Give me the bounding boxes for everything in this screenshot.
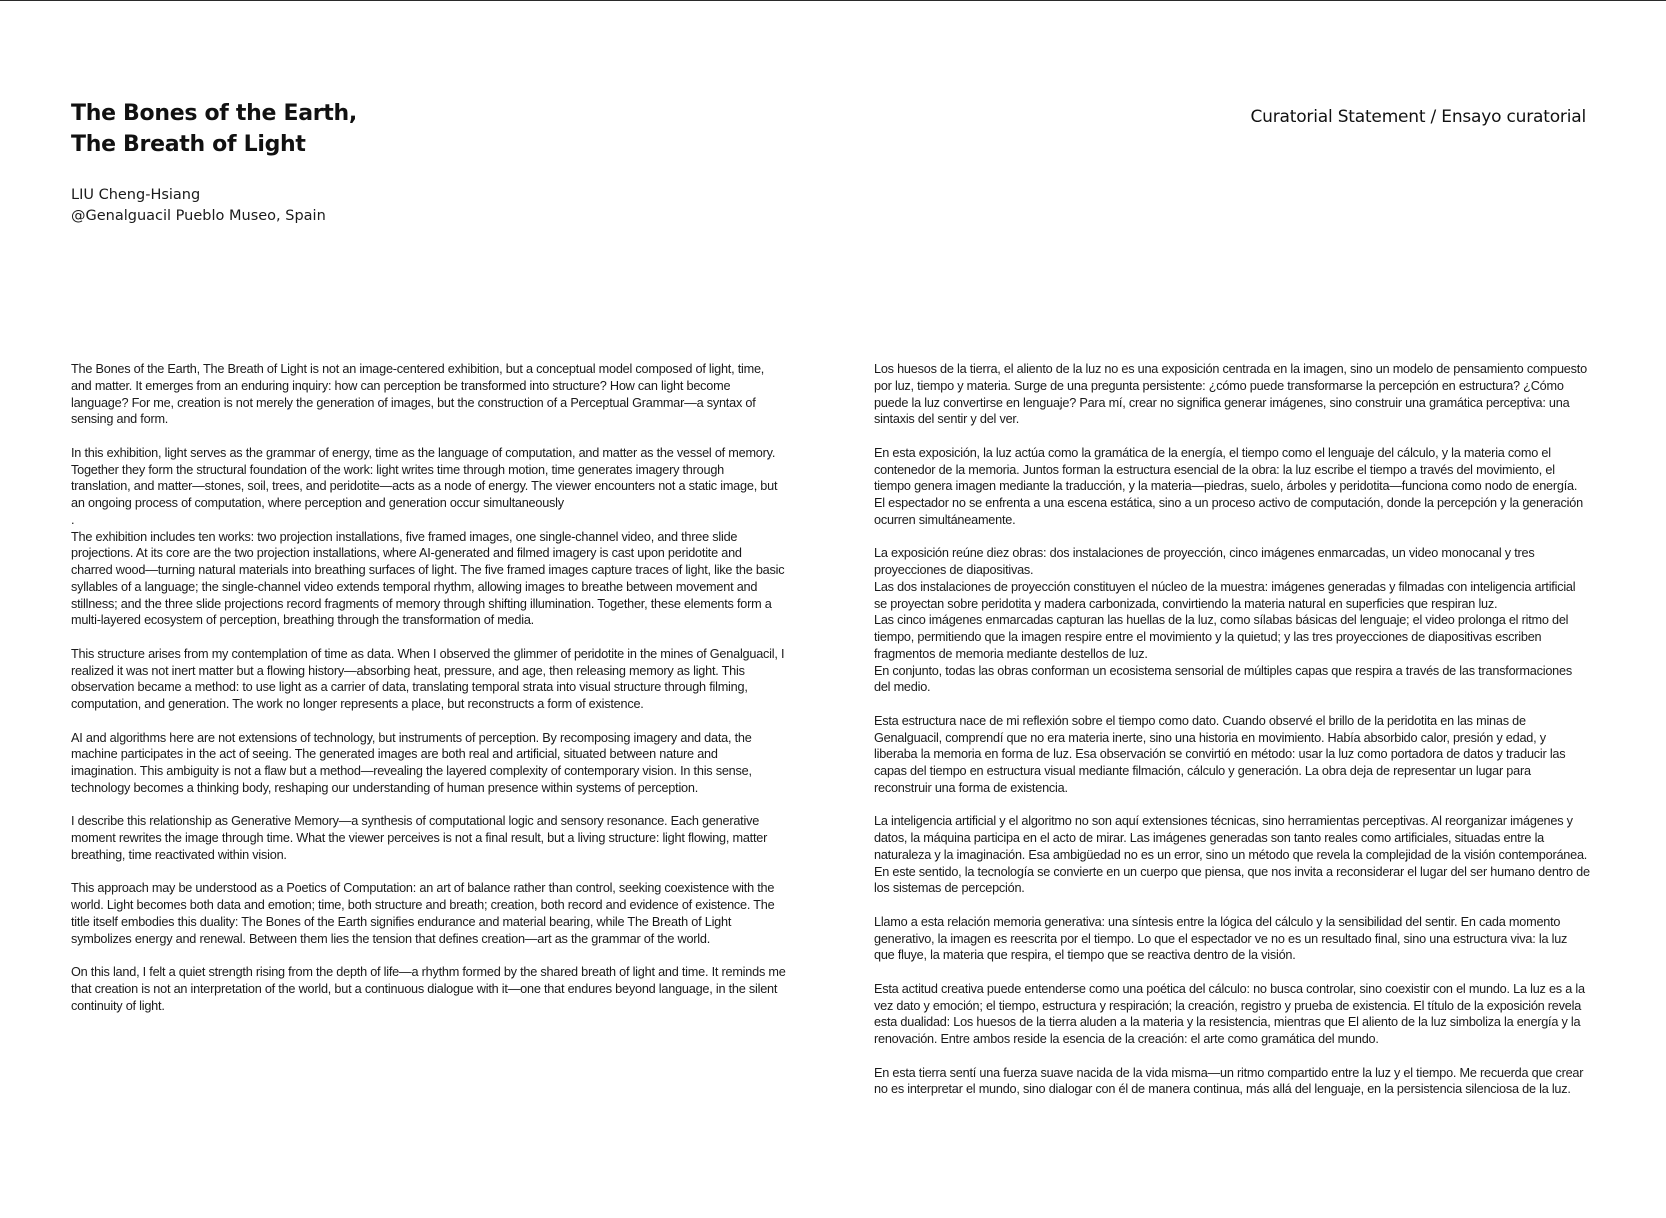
title-line-2: The Breath of Light — [71, 132, 306, 157]
english-paragraph-5: AI and algorithms here are not extensions of technology, but instruments of perception. By recomposing imagery and data, the machine participates in the act of seeing. The generated images are both real and artificial, situated between nature and imagination. This ambiguity is not a flaw but a method—revealing the layered complexity of contemporary vision. In this sense, technology becomes a thinking body, reshaping our understanding of human presence within systems of perception. — [71, 730, 752, 795]
spanish-paragraph-2: En esta exposición, la luz actúa como la gramática de la energía, el tiempo como el lenguaje del cálculo, y la materia como el contenedor de la memoria. Juntos forman la estructura esencial de la obra: la luz escribe el tiempo a través del movimiento, el tiempo genera imagen mediante la traducción, y la materia—piedras, suelo, árboles y peridotita—funciona como nodo de energía. El espectador no se enfrenta a una escena estática, sino a un proceso activo de computación, donde la percepción y la generación ocurren simultáneamente. — [874, 445, 1583, 527]
spanish-paragraph-7: Esta actitud creativa puede entenderse como una poética del cálculo: no busca controlar, sino coexistir con el mundo. La luz es a la vez dato y emoción; el tiempo, estructura y respiración; la creación, registro y prueba de existencia. El título de la exposición revela esta dualidad: Los huesos de la tierra aluden a la materia y la resistencia, mientras que El aliento de la luz simboliza la energía y la renovación. Entre ambos reside la esencia de la creación: el arte como gramática del mundo. — [874, 981, 1585, 1046]
english-paragraph-1: The Bones of the Earth, The Breath of Light is not an image-centered exhibition, but a conceptual model composed of light, time, and matter. It emerges from an enduring inquiry: how can perception be transformed into structure? How can light become language? For me, creation is not merely the generation of images, but the construction of a Perceptual Grammar—a syntax of sensing and form. — [71, 362, 765, 427]
spanish-paragraph-3a: La exposición reúne diez obras: dos instalaciones de proyección, cinco imágenes enmarcadas, un video monocanal y tres proyecciones de diapositivas. — [874, 546, 1535, 577]
title-line-1: The Bones of the Earth, — [71, 101, 357, 126]
venue-name: @Genalguacil Pueblo Museo, Spain — [71, 208, 326, 224]
author-block — [71, 185, 326, 227]
spanish-paragraph-4: Esta estructura nace de mi reflexión sobre el tiempo como dato. Cuando observé el brillo de la peridotita en las minas de Genalguacil, comprendí que no era materia inerte, sino una historia en movimiento. Había absorbido calor, presión y edad, y liberaba la memoria en forma de luz. Esa observación se convirtió en método: usar la luz como portadora de datos y traducir las capas del tiempo en estructura visual mediante filmación, cálculo y generación. La obra deja de representar un lugar para reconstruir una forma de existencia. — [874, 713, 1566, 795]
top-border-rule — [0, 0, 1666, 1]
author-name: LIU Cheng-Hsiang — [71, 187, 201, 203]
english-paragraph-4: This structure arises from my contemplation of time as data. When I observed the glimmer of peridotite in the mines of Genalguacil, I realized it was not inert matter but a flowing history—absorbing heat, pressure, and age, then releasing memory as light. This observation became a method: to use light as a carrier of data, translating temporal strata into visual structure through filming, computation, and generation. The work no longer represents a place, but reconstructs a form of existence. — [71, 646, 785, 711]
english-paragraph-2: In this exhibition, light serves as the grammar of energy, time as the language of computation, and matter as the vessel of memory. Together they form the structural foundation of the work: light writes time through motion, time generates imagery through translation, and matter—stones, soil, trees, and peridotite—acts as a node of energy. The viewer encounters not a static image, but an ongoing process of computation, where perception and generation occur simultaneously — [71, 445, 778, 510]
spanish-paragraph-6: Llamo a esta relación memoria generativa: una síntesis entre la lógica del cálculo y la sensibilidad del sentir. En cada momento generativo, la imagen es reescrita por el tiempo. Lo que el espectador ve no es un resultado final, sino una estructura viva: la luz que fluye, la materia que respira, el tiempo que se reactiva dentro de la visión. — [874, 914, 1568, 963]
english-column — [71, 361, 786, 1031]
spanish-paragraph-3c: Las cinco imágenes enmarcadas capturan las huellas de la luz, como sílabas básicas del lenguaje; el video prolonga el ritmo del tiempo, permitiendo que la imagen respire entre el movimiento y la quietud; y las tres proyecciones de diapositivas escriben fragmentos de memoria mediante destellos de luz. — [874, 613, 1569, 661]
spanish-column — [874, 361, 1590, 1115]
english-paragraph-2-period: . — [71, 512, 75, 527]
section-label: Curatorial Statement / Ensayo curatorial — [1250, 107, 1586, 127]
english-paragraph-6: I describe this relationship as Generative Memory—a synthesis of computational logic and sensory resonance. Each generative moment rewrites the image through time. What the viewer perceives is not a final result, but a living structure: light flowing, matter breathing, time reactivated within vision. — [71, 814, 768, 862]
spanish-paragraph-3b: Las dos instalaciones de proyección constituyen el núcleo de la muestra: imágenes generadas y filmadas con inteligencia artificial se proyectan sobre peridotita y madera carbonizada, convirtiendo la materia natural en superficies que respiran luz. — [874, 579, 1576, 611]
english-paragraph-8: On this land, I felt a quiet strength rising from the depth of life—a rhythm formed by the shared breath of light and time. It reminds me that creation is not an interpretation of the world, but a continuous dialogue with it—one that endures beyond language, in the silent continuity of light. — [71, 965, 786, 1013]
spanish-paragraph-3d: En conjunto, todas las obras conforman un ecosistema sensorial de múltiples capas que respira a través de las transformaciones del medio. — [874, 663, 1572, 695]
english-paragraph-3: The exhibition includes ten works: two projection installations, five framed images, one single-channel video, and three slide projections. At its core are the two projection installations, where AI-generated and filmed imagery is cast upon peridotite and charred wood—turning natural materials into breathing surfaces of light. The five framed images capture traces of light, like the basic syllables of a language; the single-channel video extends temporal rhythm, allowing images to breathe between movement and stillness; and the three slide projections record fragments of memory through shifting illumination. Together, these elements form a multi-layered ecosystem of perception, breathing through the transformation of media. — [71, 529, 785, 628]
english-paragraph-7: This approach may be understood as a Poetics of Computation: an art of balance rather than control, seeking coexistence with the world. Light becomes both data and emotion; time, both structure and breath; creation, both record and evidence of existence. The title itself embodies this duality: The Bones of the Earth signifies endurance and material bearing, while The Breath of Light symbolizes energy and renewal. Between them lies the tension that defines creation—art as the grammar of the world. — [71, 881, 775, 946]
page-title — [71, 98, 357, 160]
spanish-paragraph-5: La inteligencia artificial y el algoritmo no son aquí extensiones técnicas, sino herramientas perceptivas. Al reorganizar imágenes y datos, la máquina participa en el acto de mirar. Las imágenes generadas son tanto reales como artificiales, situadas entre la naturaleza y la imaginación. Esa ambigüedad no es un error, sino un método que revela la complejidad de la visión contemporánea. En este sentido, la tecnología se convierte en un cuerpo que piensa, que nos invita a reconsiderar el lugar del ser humano dentro de los sistemas de percepción. — [874, 814, 1590, 896]
spanish-paragraph-8: En esta tierra sentí una fuerza suave nacida de la vida misma—un ritmo compartido entre la luz y el tiempo. Me recuerda que crear no es interpretar el mundo, sino dialogar con él de manera continua, más allá del lenguaje, en la persistencia silenciosa de la luz. — [874, 1065, 1584, 1097]
spanish-paragraph-1: Los huesos de la tierra, el aliento de la luz no es una exposición centrada en la imagen, sino un modelo de pensamiento compuesto por luz, tiempo y materia. Surge de una pregunta persistente: ¿cómo puede transformarse la percepción en estructura? ¿Cómo puede la luz convertirse en lenguaje? Para mí, crear no significa generar imágenes, sino construir una gramática perceptiva: una sintaxis del sentir y del ver. — [874, 362, 1587, 427]
